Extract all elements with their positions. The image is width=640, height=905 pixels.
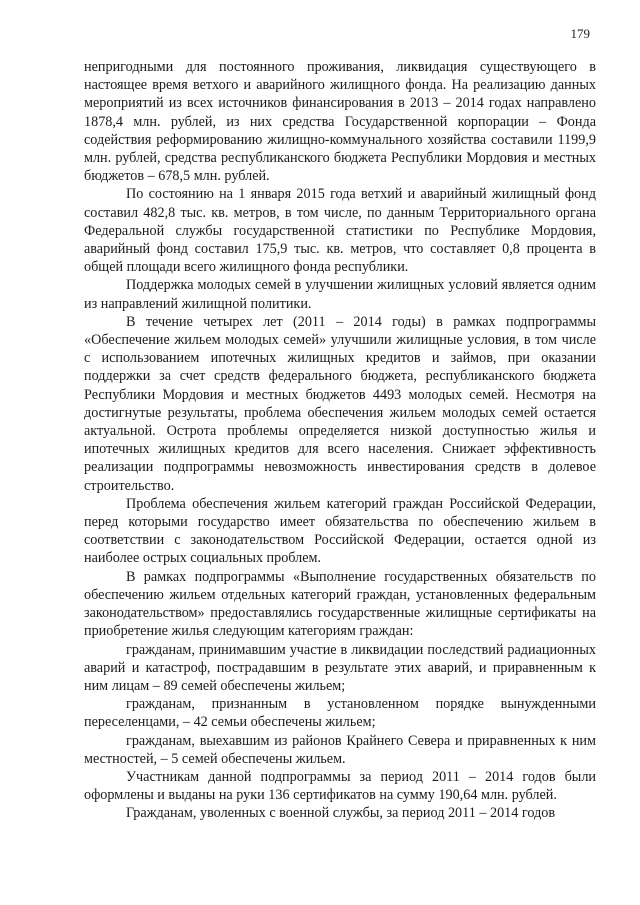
paragraph-5: Проблема обеспечения жильем категорий граждан Российской Федерации, перед которыми государство имеет обязательства по обеспечению жильем в соответствии с законодательством Российской Федерации, остается одной из наиболее острых социальных проблем. bbox=[84, 495, 596, 567]
paragraph-11: Гражданам, уволенных с военной службы, за период 2011 – 2014 годов bbox=[126, 805, 556, 822]
paragraph-1: непригодными для постоянного проживания, ликвидация существующего в настоящее время ветхого и аварийного жилищного фонда. На реализацию данных мероприятий из всех источников финансирования в 2013 – 2014 годах направлено 1878,4 млн. рублей, из них средства Государственной корпорации – Фонда содействия реформированию жилищно-коммунального хозяйства составили 1199,9 млн. рублей, средства республиканского бюджета Республики Мордовия и местных бюджетов – 678,5 млн. рублей. bbox=[84, 59, 596, 185]
paragraph-9: гражданам, выехавшим из районов Крайнего Севера и приравненных к ним местностей, – 5 семей обеспечены жильем. bbox=[84, 732, 596, 767]
page-number: 179 bbox=[570, 26, 590, 41]
paragraph-8: гражданам, признанным в установленном порядке вынужденными переселенцами, – 42 семьи обеспечены жильем; bbox=[84, 696, 596, 731]
paragraph-7: гражданам, принимавшим участие в ликвидации последствий радиационных аварий и катастроф, пострадавшим в результате этих аварий, и приравненным к ним лицам – 89 семей обеспечены жильем; bbox=[84, 641, 596, 694]
paragraph-3: Поддержка молодых семей в улучшении жилищных условий является одним из направлений жилищной политики. bbox=[84, 277, 596, 312]
document-body bbox=[84, 58, 596, 823]
paragraph-4: В течение четырех лет (2011 – 2014 годы) в рамках подпрограммы «Обеспечение жильем молодых семей» улучшили жилищные условия, в том числе с использованием ипотечных жилищных кредитов и займов, при оказании поддержки за счет средств федерального бюджета, республиканского бюджета Республики Мордовия и местных бюджетов 4493 молодых семей. Несмотря на достигнутые результаты, проблема обеспечения жильем молодых семей остается актуальной. Острота проблемы определяется низкой доступностью жилья и ипотечных жилищных кредитов для всего населения. Снижает эффективность реализации подпрограммы невозможность инвестирования средств в долевое строительство. bbox=[84, 313, 596, 494]
paragraph-2: По состоянию на 1 января 2015 года ветхий и аварийный жилищный фонд составил 482,8 тыс. кв. метров, в том числе, по данным Территориального органа Федеральной службы государственной статистики по Республике Мордовия, аварийный фонд составил 175,9 тыс. кв. метров, что составляет 0,8 процента в общей площади всего жилищного фонда республики. bbox=[84, 186, 596, 276]
paragraph-6: В рамках подпрограммы «Выполнение государственных обязательств по обеспечению жильем отдельных категорий граждан, установленных федеральным законодательством» предоставлялись государственные жилищные сертификаты на приобретение жилья следующим категориям граждан: bbox=[84, 568, 596, 640]
paragraph-10: Участникам данной подпрограммы за период 2011 – 2014 годов были оформлены и выданы на руки 136 сертификатов на сумму 190,64 млн. рублей. bbox=[84, 768, 596, 804]
